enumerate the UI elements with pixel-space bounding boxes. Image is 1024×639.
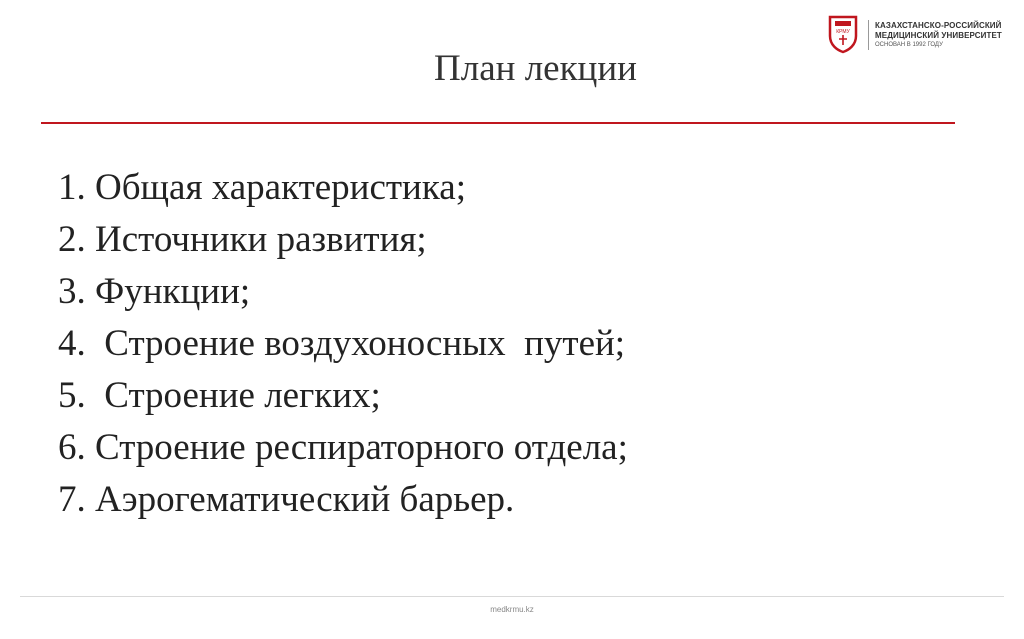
logo-line-university-type: КАЗАХСТАНСКО-РОССИЙСКИЙ bbox=[875, 21, 1002, 30]
plan-item: 6. Строение респираторного отдела; bbox=[58, 427, 628, 468]
plan-item: 3. Функции; bbox=[58, 271, 251, 312]
footer-divider bbox=[20, 596, 1004, 597]
plan-item: 4. Строение воздухоносных путей; bbox=[58, 323, 626, 364]
logo-line-founded: ОСНОВАН В 1992 ГОДУ bbox=[875, 42, 943, 48]
logo-line-university-name: МЕДИЦИНСКИЙ УНИВЕРСИТЕТ bbox=[875, 31, 1002, 40]
plan-item: 2. Источники развития; bbox=[58, 219, 427, 260]
title-divider bbox=[41, 122, 955, 124]
plan-item: 1. Общая характеристика; bbox=[58, 167, 466, 208]
footer-site-url: medkrmu.kz bbox=[490, 605, 534, 614]
plan-item: 7. Аэрогематический барьер. bbox=[58, 479, 515, 520]
lecture-plan-list bbox=[58, 162, 628, 526]
plan-item: 5. Строение легких; bbox=[58, 375, 381, 416]
emblem-text: КРМУ bbox=[836, 29, 850, 35]
slide-title: План лекции bbox=[434, 48, 637, 89]
